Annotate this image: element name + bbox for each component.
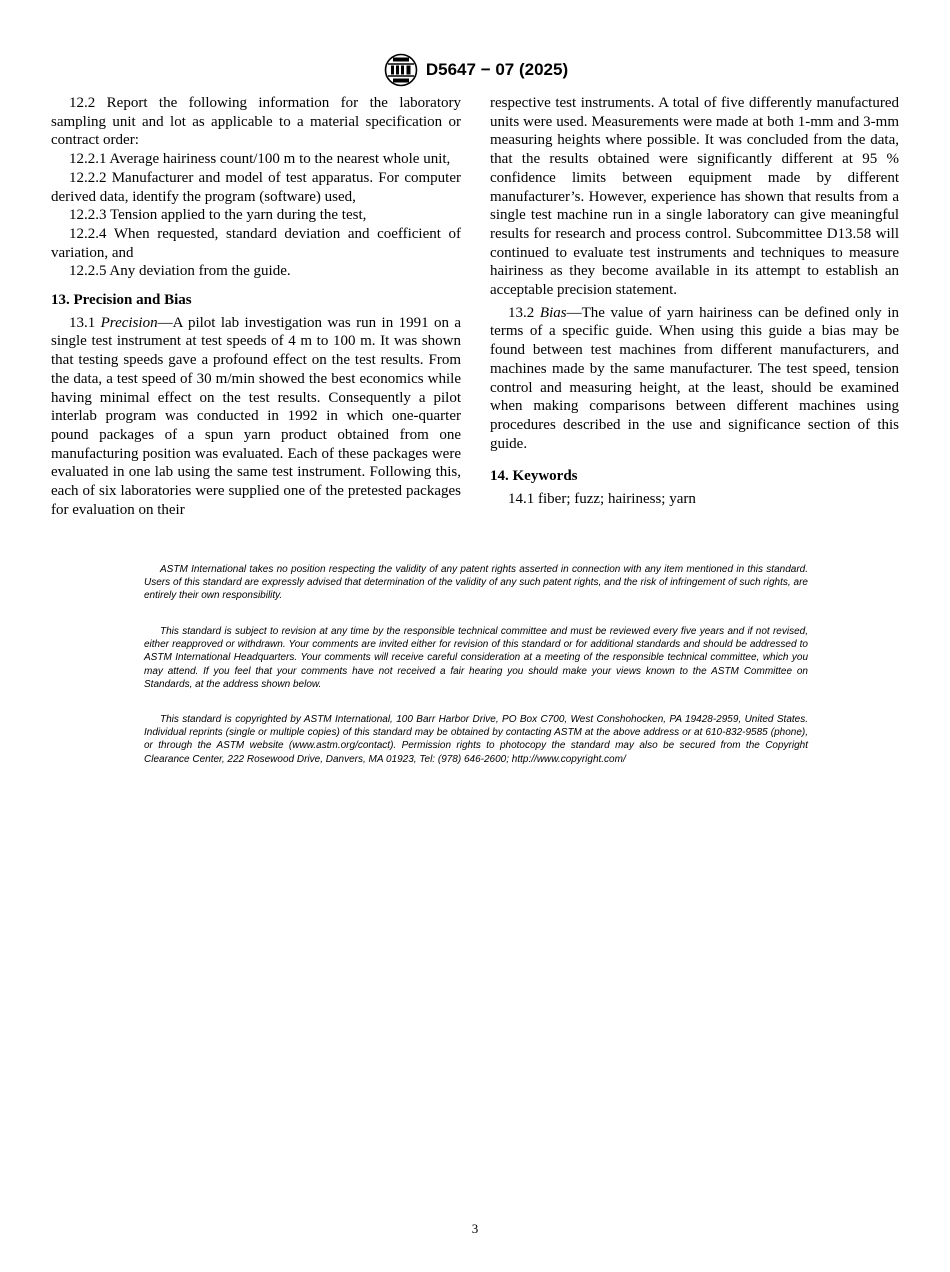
paragraph-13-2-number: 13.2 [508, 304, 535, 321]
paragraph-12-2-5: 12.2.5 Any deviation from the guide. [69, 263, 291, 280]
paragraph-13-2 [490, 304, 899, 454]
paragraph-12-2-3: 12.2.3 Tension applied to the yarn during the test, [69, 207, 367, 224]
paragraph-13-1-continued: respective test instruments. A total of five differently manufactured units were used. Measurements were made at both 1-mm and 3-mm measuring heights where possible. It was concluded from the data, that the results obtained were significantly different at 95 % confidence limits between equipment made by different manufacturer’s. However, experience has shown that results from a single test machine run in a single laboratory can give meaningful results for research and process control. Subcommittee D13.58 will continued to evaluate test instruments and techniques to measure hairiness as they become available in its attempt to establish an acceptable precision statement. [490, 95, 899, 299]
paragraph-13-1-text: —A pilot lab investigation was run in 1991 on a single test instrument at test speeds of 4 m to 100 m. It was shown that testing speeds gave a profound effect on the test results. From the data, a test speed of 30 m/min showed the best economics while having minimal effect on the test results. Consequently a pilot interlab program was conducted in 1992 in which one-quarter pound packages of a spun yarn product obtained from one manufacturing position was evaluated. Each of these packages were evaluated in one lab using the same test instrument. Following this, each of six laboratories were supplied one of the pretested packages for evaluation on their [51, 314, 461, 518]
precision-term: Precision [100, 314, 158, 331]
revision-notice [144, 625, 808, 691]
section-14-heading: 14. Keywords [490, 468, 578, 485]
copyright-notice-text: This standard is copyrighted by ASTM International, 100 Barr Harbor Drive, PO Box C700, West Conshohocken, PA 19428-2959, United States. Individual reprints (single or multiple copies) of this standard may be obtained by contacting ASTM at the above address or at 610-832-9585 (phone), or through the ASTM website (www.astm.org/contact). Permission rights to photocopy the standard may also be secured from the Copyright Clearance Center, 222 Rosewood Drive, Danvers, MA 01923, Tel: (978) 646-2600; http://www.copyright.com/ [144, 714, 808, 765]
copyright-notice [144, 713, 808, 766]
patent-notice-text: ASTM International takes no position respecting the validity of any patent rights asserted in connection with any item mentioned in this standard. Users of this standard are expressly advised that determination of the validity of any such patent rights, and the risk of infringement of such rights, are entirely their own responsibility. [144, 564, 808, 602]
revision-notice-text: This standard is subject to revision at any time by the responsible technical committee and must be reviewed every five years and if not revised, either reapproved or withdrawn. Your comments are invited either for revision of this standard or for additional standards and should be addressed to ASTM International Headquarters. Your comments will receive careful consideration at a meeting of the responsible technical committee, which you may attend. If you feel that your comments have not received a fair hearing you should make your views known to the ASTM Committee on Standards, at the address shown below. [144, 626, 808, 690]
paragraph-12-2-1: 12.2.1 Average hairiness count/100 m to the nearest whole unit, [69, 151, 451, 168]
section-13-heading: 13. Precision and Bias [51, 292, 192, 309]
page-header [0, 53, 950, 87]
paragraph-12-2-2: 12.2.2 Manufacturer and model of test apparatus. For computer derived data, identify the program (software) used, [51, 169, 461, 205]
document-designation: D5647 − 07 (2025) [425, 60, 569, 79]
right-column [490, 94, 899, 509]
bias-term: Bias [539, 304, 567, 321]
patent-notice [144, 563, 808, 603]
paragraph-13-1 [51, 314, 461, 520]
paragraph-14-1: 14.1 fiber; fuzz; hairiness; yarn [508, 491, 696, 508]
paragraph-12-2: 12.2 Report the following information for the laboratory sampling unit and lot as applicable to a material specification or contract order: [51, 95, 461, 149]
paragraph-13-1-number: 13.1 [69, 314, 96, 331]
paragraph-13-2-text: —The value of yarn hairiness can be defined only in terms of a specific guide. When using this guide a bias may be found between test machines from different manufacturers, and machines made by the same manufacturer. The test speed, tension control and measuring height, at the least, should be examined when making comparisons between different machines using procedures described in the use and significance section of this guide. [490, 304, 899, 452]
page-number: 3 [471, 1221, 479, 1236]
astm-logo-icon [382, 53, 420, 87]
paragraph-12-2-4: 12.2.4 When requested, standard deviation and coefficient of variation, and [51, 225, 461, 261]
left-column [51, 94, 461, 519]
